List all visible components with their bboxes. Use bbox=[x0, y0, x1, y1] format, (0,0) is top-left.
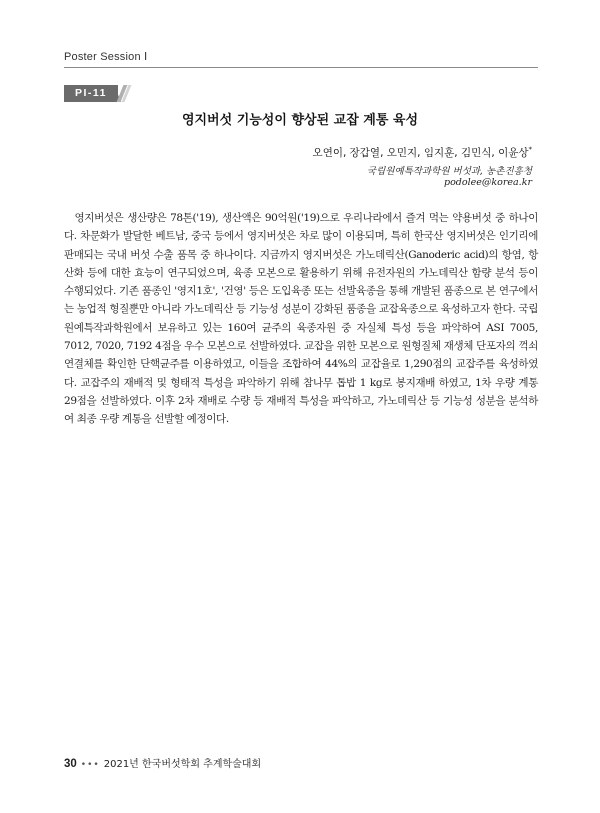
poster-code-badge bbox=[64, 85, 126, 102]
conference-name: 2021년 한국버섯학회 추계학술대회 bbox=[103, 759, 262, 770]
paper-title: 영지버섯 기능성이 향상된 교잡 계통 육성 bbox=[181, 113, 419, 128]
badge-label: PI-11 bbox=[75, 87, 108, 99]
author-line bbox=[313, 145, 532, 160]
author-names: 오연이, 장갑열, 오민지, 임지훈, 김민식, 이윤상 bbox=[312, 147, 529, 159]
running-header: Poster Session Ⅰ bbox=[64, 51, 148, 63]
page-footer bbox=[64, 755, 261, 770]
affiliation: 국립원예특작과학원 버섯과, 농촌진흥청 bbox=[366, 166, 532, 177]
header-divider bbox=[64, 67, 538, 68]
footer-separator-dots: ••• bbox=[80, 760, 100, 770]
contact-email: podolee@korea.kr bbox=[443, 177, 532, 188]
abstract-paragraph: 영지버섯은 생산량은 78톤('19), 생산액은 90억원('19)으로 우리나라에서 즐겨 먹는 약용버섯 중 하나이다. 차문화가 발달한 베트남, 중국 등에서 영지버섯은 차로 많이 이용되며, 특히 한국산 영지버섯은 인기리에 판매되는 국내 버섯 수출 품목 중 하나이다. 지금까지 영지버섯은 가노데릭산(Ganoderic acid)의 항염, 항산화 등에 대한 효능이 연구되었으며, 육종 모본으로 활용하기 위해 유전자원의 가노데릭산 함량 분석 등이 수행되었다. 기존 품종인 '영지1호', '건영' 등은 도입육종 또는 선발육종을 통해 개발된 품종으로 본 연구에서는 농업적 형질뿐만 아니라 가노데릭산 등 기능성 성분이 강화된 품종을 교잡육종으로 육성하고자 한다. 국립원예특작과학원에서 보유하고 있는 160여 균주의 육종자원 중 자실체 특성 등을 파악하여 ASI 7005, 7012, 7020, 7192 4점을 우수 모본으로 선발하였다. 교잡을 위한 모본으로 원형질체 재생체 단포자의 꺽쇠연결체를 확인한 단핵균주를 이용하였고, 이들을 조합하여 44%의 교잡율로 1,290점의 교잡주를 육성하였다. 교잡주의 재배적 및 형태적 특성을 파악하기 위해 참나무 톱밥 1 kg로 봉지재배 하였고, 1차 우량 계통 29점을 선발하였다. 이후 2차 재배로 수량 등 재배적 특성을 파악하고, 가노데릭산 등 기능성 성분을 분석하여 최종 우량 계통을 선발할 예정이다. bbox=[64, 212, 538, 426]
corresponding-author-mark: * bbox=[528, 145, 532, 154]
page-number: 30 bbox=[64, 758, 77, 770]
